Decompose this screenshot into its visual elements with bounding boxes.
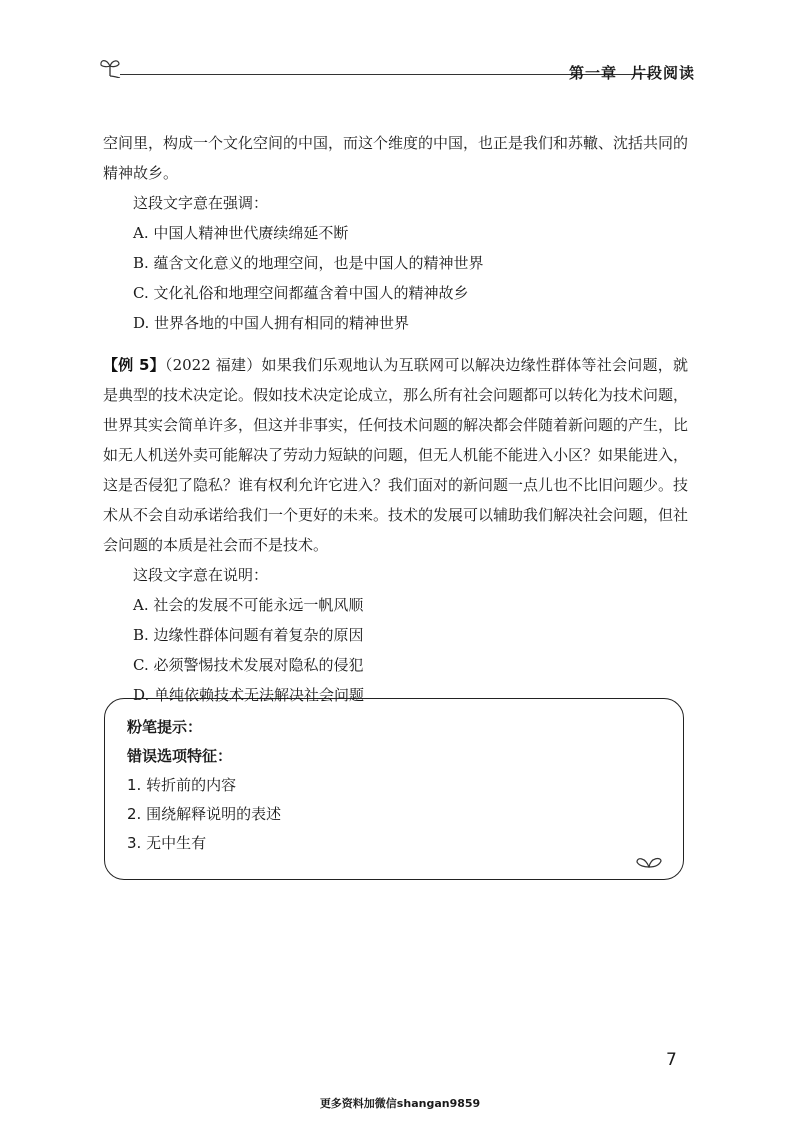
tip-item: 1. 转折前的内容 <box>127 776 237 794</box>
footer-note: 更多资料加微信shangan9859 <box>319 1097 481 1110</box>
passage-continuation: 空间里，构成一个文化空间的中国，而这个维度的中国，也正是我们和苏轍、沈括共同的精神故乡。 <box>103 134 689 182</box>
tip-item: 3. 无中生有 <box>127 834 207 852</box>
option-d: D. 单纯依赖技术无法解决社会问题 <box>133 686 365 704</box>
tip-title: 粉笔提示： <box>127 718 203 736</box>
option-a: A. 社会的发展不可能永远一帆风顺 <box>133 596 364 614</box>
option-c: C. 文化礼俗和地理空间都蕴含着中国人的精神故乡 <box>133 284 469 302</box>
sprout-icon <box>98 54 122 78</box>
chapter-number: 第一章 <box>568 64 617 82</box>
chapter-name: 片段阅读 <box>630 64 695 82</box>
page-header <box>98 50 703 80</box>
option-b: B. 蕴含文化意义的地理空间，也是中国人的精神世界 <box>133 254 484 272</box>
page-number: 7 <box>666 1050 677 1070</box>
option-a: A. 中国人精神世代赓续绵延不断 <box>133 224 349 242</box>
example-label: 【例 5】 <box>103 356 165 374</box>
tip-subtitle: 错误选项特征： <box>127 747 233 765</box>
tip-item: 2. 围绕解释说明的表述 <box>127 805 282 823</box>
option-c: C. 必须警惕技术发展对隐私的侵犯 <box>133 656 364 674</box>
example-5-passage <box>103 350 688 560</box>
question-stem: 这段文字意在说明： <box>133 566 269 584</box>
leaf-icon <box>635 853 663 869</box>
chapter-title <box>555 62 695 83</box>
tip-content <box>127 713 281 858</box>
example-text: 如果我们乐观地认为互联网可以解决边缘性群体等社会问题，就是典型的技术决定论。假如技术决定论成立，那么所有社会问题都可以转化为技术问题，世界其实会简单许多，但这并非事实，任何技术问题的解决都会伴随着新问题的产生，比如无人机送外卖可能解决了劳动力短缺的问题，但无人机能不能进入小区？如果能进入，这是否侵犯了隐私？谁有权利允许它进入？我们面对的新问题一点儿也不比旧问题少。技术从不会自动承诺给我们一个更好的未来。技术的发展可以辅助我们解决社会问题，但社会问题的本质是社会而不是技术。 <box>103 356 689 554</box>
tip-box <box>104 698 684 880</box>
example-source: （2022 福建） <box>164 356 262 374</box>
option-b: B. 边缘性群体问题有着复杂的原因 <box>133 626 364 644</box>
question-stem: 这段文字意在强调： <box>133 194 269 212</box>
main-content <box>103 128 688 710</box>
option-d: D. 世界各地的中国人拥有相同的精神世界 <box>133 314 410 332</box>
